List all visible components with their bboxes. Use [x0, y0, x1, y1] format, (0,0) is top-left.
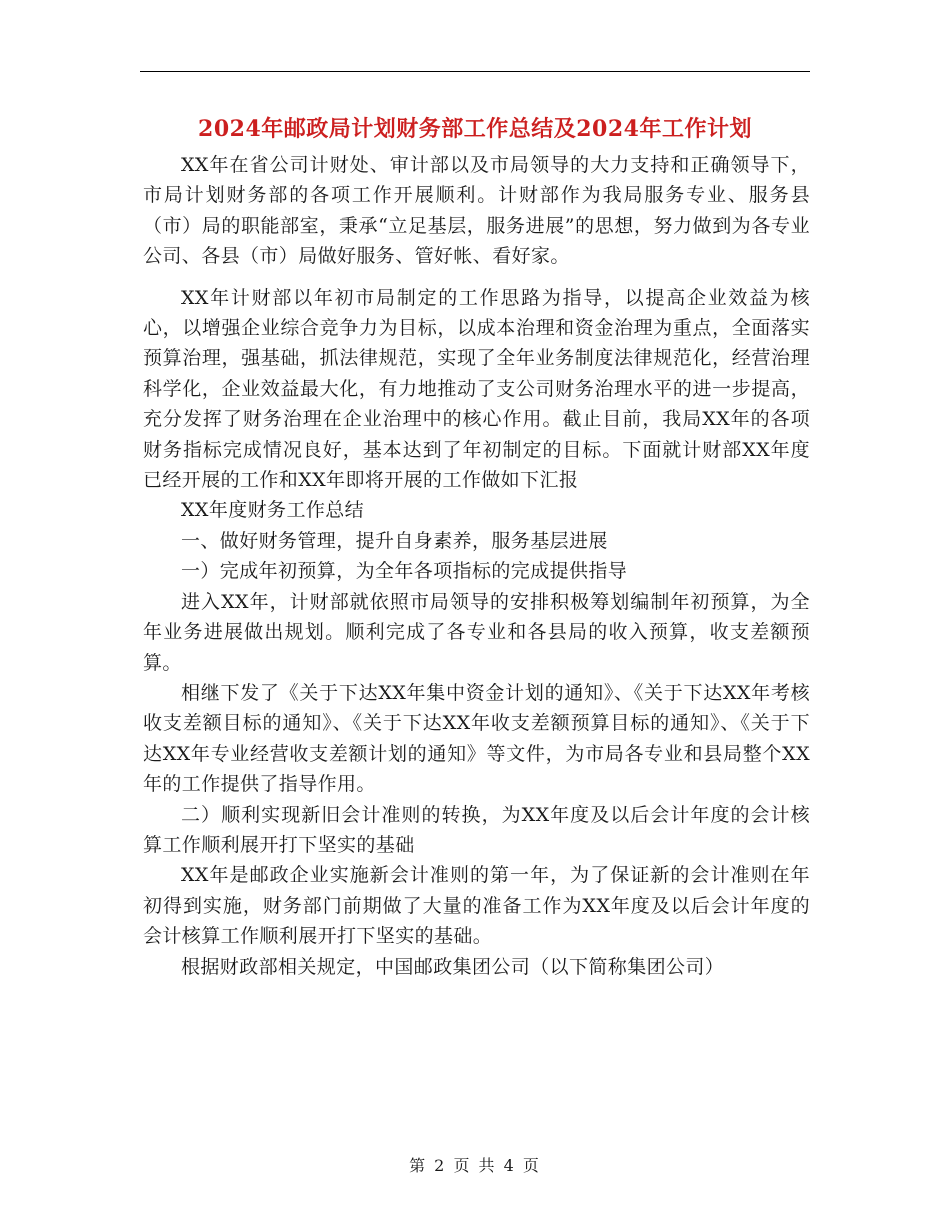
paragraph-notices: 相继下发了《关于下达XX年集中资金计划的通知》、《关于下达XX年考核收支差额目标的通知》、《关于下达XX年收支差额预算目标的通知》、《关于下达XX年专业经营收支差额计划的通知》等文件，为市局各专业和县局整个XX年的工作提供了指导作用。	[143, 681, 810, 796]
document-title: 2024年邮政局计划财务部工作总结及2024年工作计划	[198, 116, 752, 142]
section-heading-summary: XX年度财务工作总结	[181, 499, 365, 522]
paragraph-budget: 进入XX年，计财部就依照市局领导的安排积极筹划编制年初预算，为全年业务进展做出规划。顺利完成了各专业和各县局的收入预算，收支差额预算。	[143, 590, 810, 674]
section-heading-1: 一、做好财务管理，提升自身素养，服务基层进展	[181, 529, 608, 552]
paragraph-regulation: 根据财政部相关规定，中国邮政集团公司（以下简称集团公司）	[181, 955, 725, 978]
page-number: 第 2 页 共 4 页	[409, 1156, 541, 1175]
paragraph-accounting-standard: XX年是邮政企业实施新会计准则的第一年，为了保证新的会计准则在年初得到实施，财务部门前期做了大量的准备工作为XX年度及以后会计年度的会计核算工作顺利展开打下坚实的基础。	[143, 864, 810, 948]
header-rule	[140, 71, 810, 72]
subsection-heading-1: 一）完成年初预算，为全年各项指标的完成提供指导	[181, 560, 628, 583]
document-body	[143, 150, 810, 982]
paragraph-overview: XX年计财部以年初市局制定的工作思路为指导，以提高企业效益为核心，以增强企业综合竞争力为目标，以成本治理和资金治理为重点，全面落实预算治理，强基础，抓法律规范，实现了全年业务制度法律规范化，经营治理科学化，企业效益最大化，有力地推动了支公司财务治理水平的进一步提高，充分发挥了财务治理在企业治理中的核心作用。截止目前，我局XX年的各项财务指标完成情况良好，基本达到了年初制定的目标。下面就计财部XX年度已经开展的工作和XX年即将开展的工作做如下汇报	[143, 286, 810, 492]
subsection-heading-2: 二）顺利实现新旧会计准则的转换，为XX年度及以后会计年度的会计核算工作顺利展开打下坚实的基础	[143, 803, 810, 856]
paragraph-intro: XX年在省公司计财处、审计部以及市局领导的大力支持和正确领导下，市局计划财务部的各项工作开展顺利。计财部作为我局服务专业、服务县（市）局的职能部室，秉承“立足基层，服务进展”的思想，努力做到为各专业公司、各县（市）局做好服务、管好帐、看好家。	[143, 154, 810, 268]
